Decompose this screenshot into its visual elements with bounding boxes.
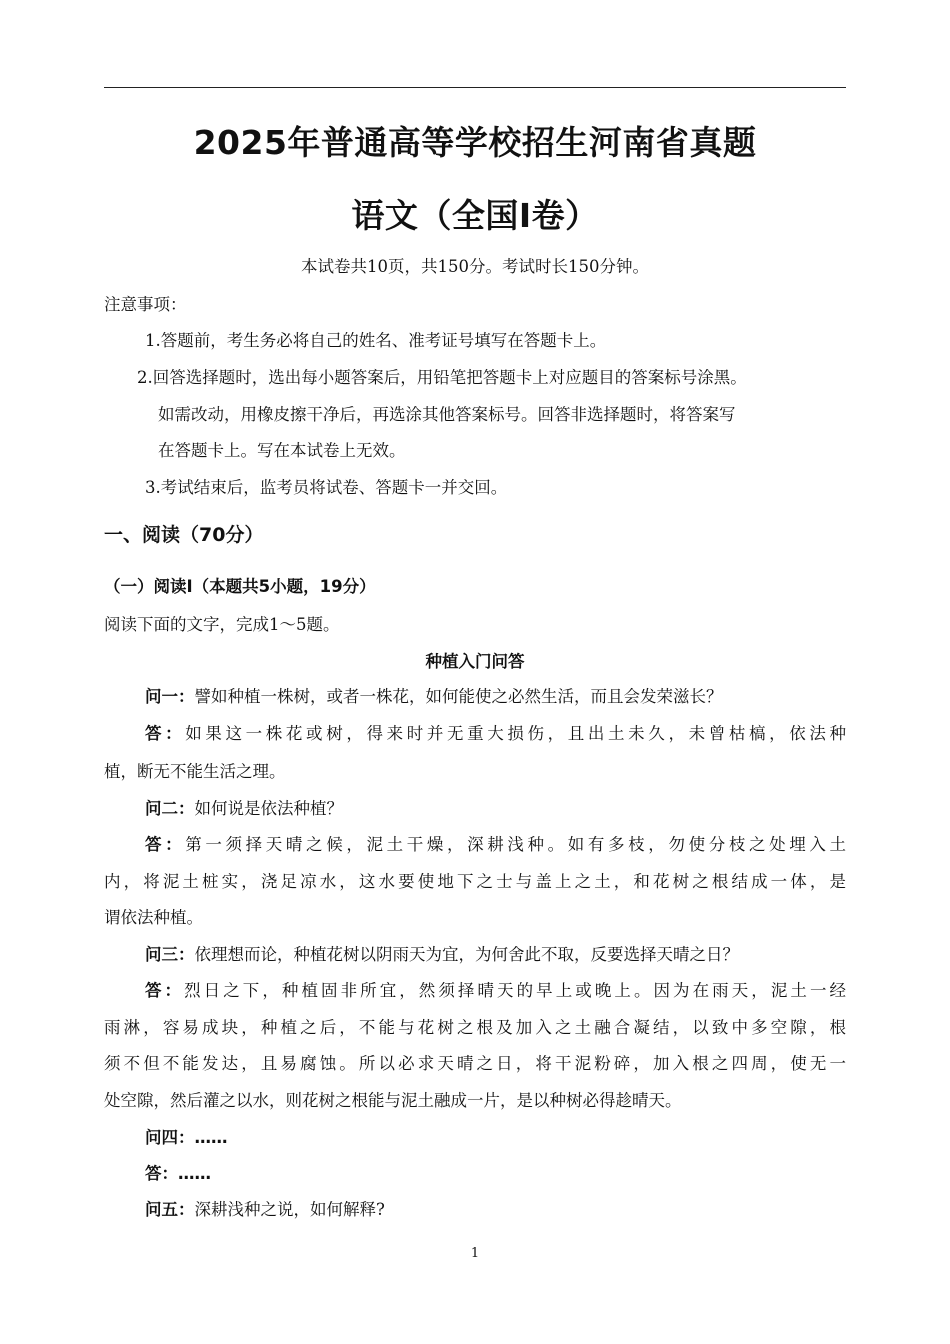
answer-2-line-2: 内，将泥土桩实，浇足凉水，这水要使地下之士与盖上之土，和花树之根结成一体，是 xyxy=(104,872,846,891)
answer-3-line-2: 雨淋，容易成块，种植之后，不能与花树之根及加入之土融合凝结，以致中多空隙，根 xyxy=(104,1018,846,1037)
notice-item-2-cont-1: 如需改动，用橡皮擦干净后，再选涂其他答案标号。回答非选择题时，将答案写 xyxy=(158,405,736,424)
exam-subtitle: 语文（全国Ⅰ卷） xyxy=(351,196,599,235)
question-text: 如何说是依法种植？ xyxy=(194,799,343,818)
question-text: 深耕浅种之说，如何解释? xyxy=(194,1200,385,1219)
answer-label: 答： xyxy=(145,724,186,743)
question-label: 问五： xyxy=(145,1200,195,1219)
answer-2-line-3: 谓依法种植。 xyxy=(104,908,203,927)
answer-2-line-1 xyxy=(104,834,846,856)
answer-text: 第一须择天晴之候，泥土干燥，深耕浅种。如有多枝，勿使分枝之处埋入土 xyxy=(185,835,847,854)
exam-info: 本试卷共10页，共150分。考试时长150分钟。 xyxy=(301,257,649,276)
answer-4: 答：…… xyxy=(145,1164,211,1183)
notice-item-3: 3.考试结束后，监考员将试卷、答题卡一并交回。 xyxy=(145,478,508,497)
page-number: 1 xyxy=(470,1246,480,1261)
answer-label: 答： xyxy=(145,981,185,1000)
answer-3-line-4: 处空隙，然后灌之以水，则花树之根能与泥土融成一片，是以种树必得趁晴天。 xyxy=(104,1091,682,1110)
header-rule xyxy=(104,87,846,88)
question-label: 问二： xyxy=(145,799,195,818)
question-3 xyxy=(145,944,739,966)
question-5 xyxy=(145,1199,385,1221)
answer-text: 烈日之下，种植固非所宜，然须择晴天的早上或晚上。因为在雨天，泥土一经 xyxy=(184,981,847,1000)
question-text: 譬如种植一株树，或者一株花，如何能使之必然生活，而且会发荣滋长？ xyxy=(194,687,723,706)
answer-1-line-2: 植，断无不能生活之理。 xyxy=(104,762,286,781)
section-heading: 一、阅读（70分） xyxy=(104,524,264,546)
subsection-heading: （一）阅读Ⅰ（本题共5小题，19分） xyxy=(104,577,376,596)
answer-1-line-1 xyxy=(104,723,846,745)
notice-item-2-cont-2: 在答题卡上。写在本试卷上无效。 xyxy=(158,441,406,460)
notice-item-1: 1.答题前，考生务必将自己的姓名、准考证号填写在答题卡上。 xyxy=(145,331,607,350)
answer-label: 答： xyxy=(145,835,186,854)
question-2 xyxy=(145,798,343,820)
answer-3-line-1 xyxy=(104,980,846,1002)
answer-text: 如果这一株花或树，得来时并无重大损伤，且出土未久，未曾枯槁，依法种 xyxy=(185,724,847,743)
answer-3-line-3: 须不但不能发达，且易腐蚀。所以必求天晴之日，将干泥粉碎，加入根之四周，使无一 xyxy=(104,1054,846,1073)
question-4: 问四：…… xyxy=(145,1128,228,1147)
exam-title: 2025年普通高等学校招生河南省真题 xyxy=(193,123,757,162)
question-label: 问三： xyxy=(145,945,195,964)
passage-title: 种植入门问答 xyxy=(425,652,525,671)
notice-item-2: 2.回答选择题时，选出每小题答案后，用铅笔把答题卡上对应题目的答案标号涂黑。 xyxy=(137,368,747,387)
instruction: 阅读下面的文字，完成1～5题。 xyxy=(104,615,340,634)
notice-heading: 注意事项： xyxy=(104,295,187,314)
question-label: 问一： xyxy=(145,687,195,706)
question-text: 依理想而论，种植花树以阴雨天为宜，为何舍此不取，反要选择天晴之日？ xyxy=(194,945,739,964)
question-1 xyxy=(145,686,723,708)
